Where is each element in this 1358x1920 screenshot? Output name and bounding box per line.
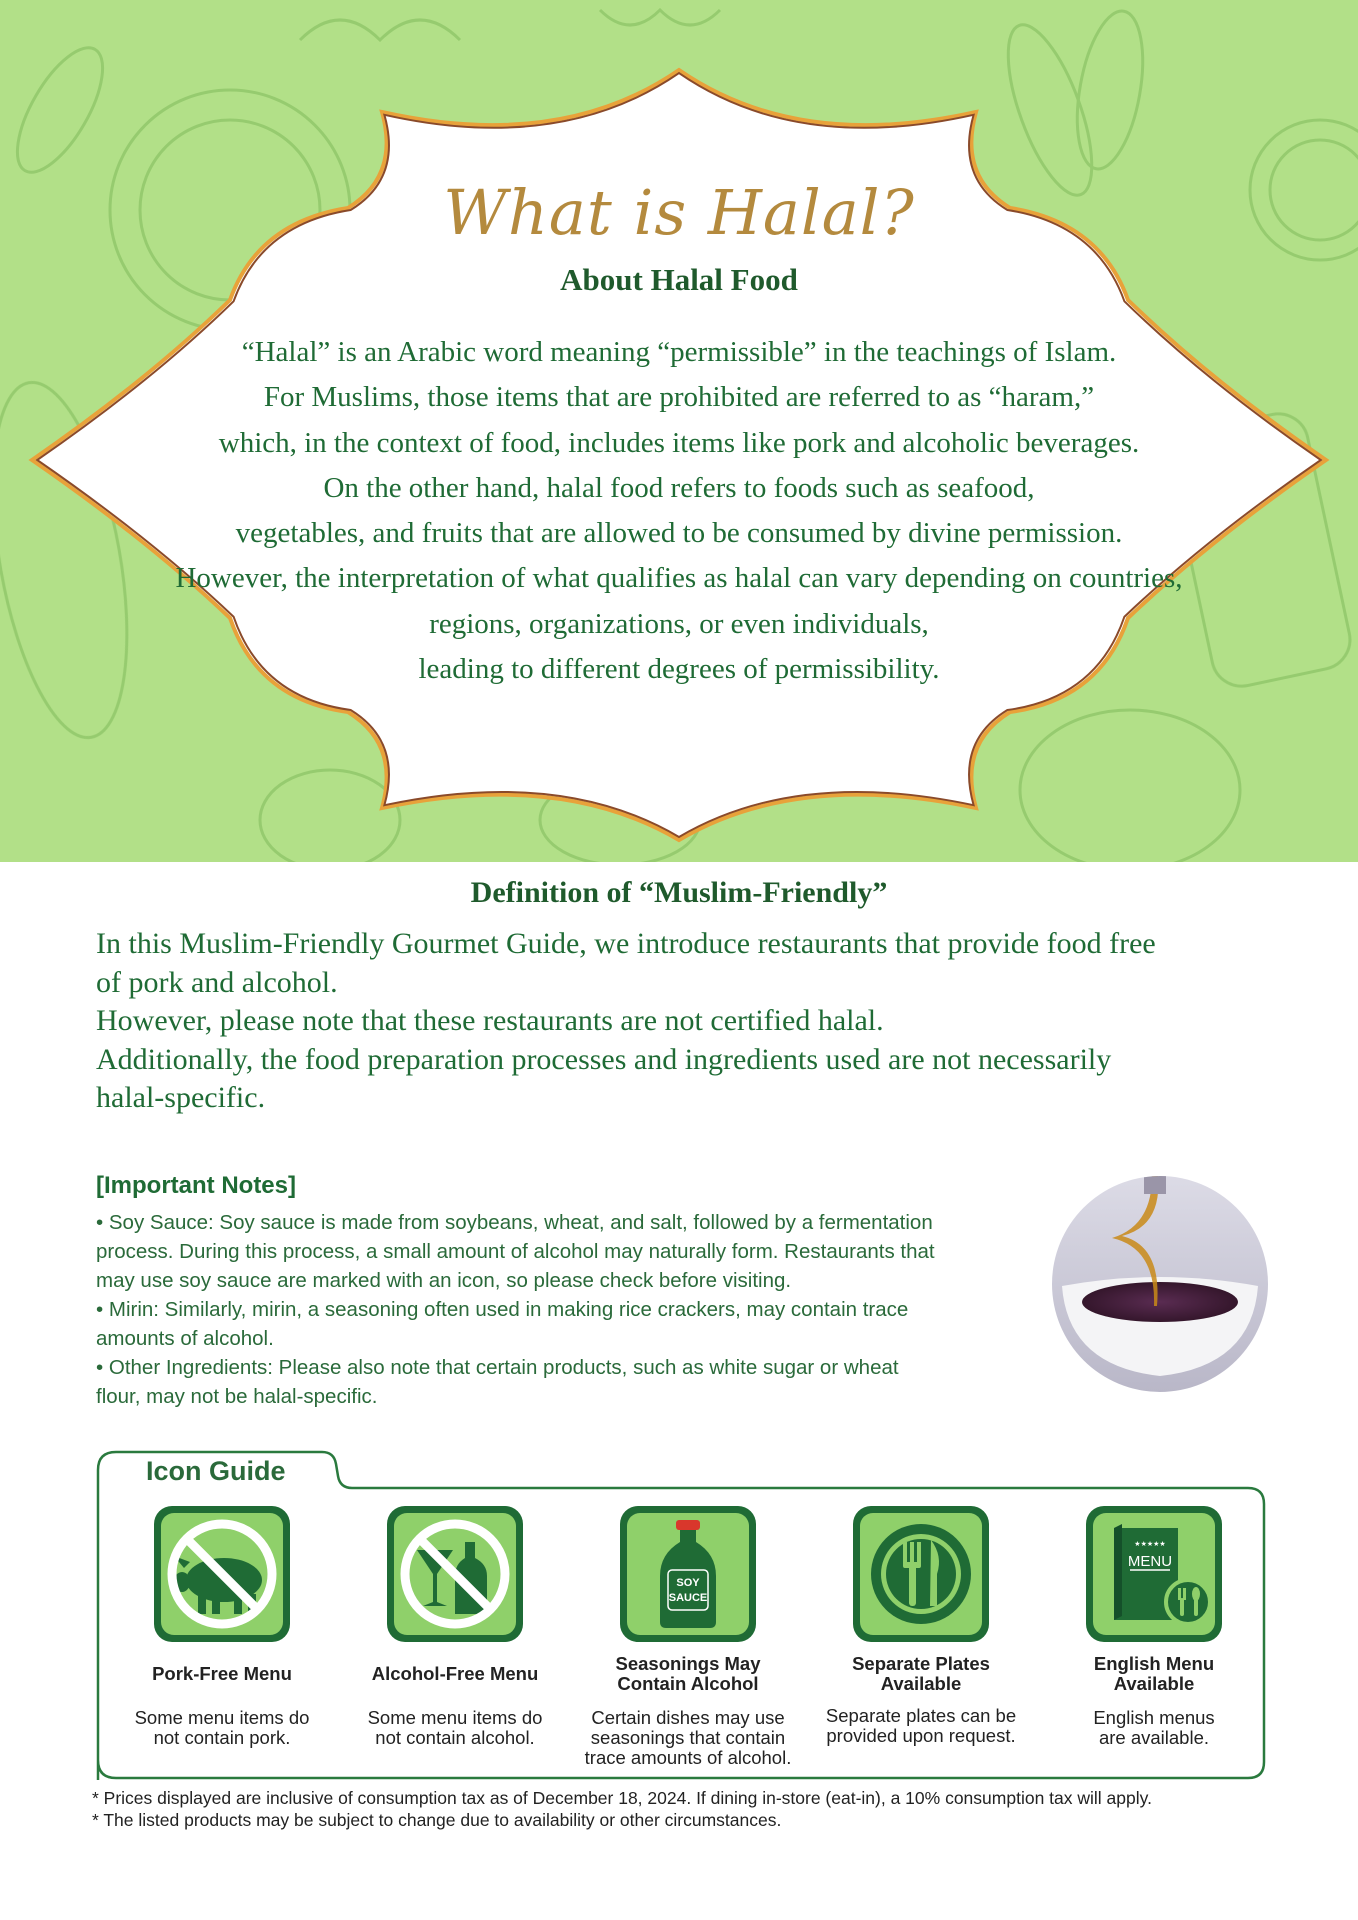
icon-label: Pork-Free Menu bbox=[152, 1663, 292, 1684]
notes-line: flour, may not be halal-specific. bbox=[96, 1385, 378, 1408]
notes-line: • Other Ingredients: Please also note that certain products, such as white sugar or wheat bbox=[96, 1356, 899, 1379]
definition-line: In this Muslim-Friendly Gourmet Guide, we introduce restaurants that provide food free bbox=[96, 927, 1156, 960]
definition-body bbox=[96, 925, 1276, 1118]
notes-title: [Important Notes] bbox=[96, 1172, 296, 1199]
definition-title: Definition of “Muslim-Friendly” bbox=[470, 876, 888, 909]
notes-line: amounts of alcohol. bbox=[96, 1327, 274, 1350]
hero-banner bbox=[0, 0, 1358, 862]
notes-body bbox=[96, 1208, 1056, 1411]
soy-label-text: SOY bbox=[676, 1577, 700, 1589]
icon-label: Separate Plates Available bbox=[852, 1653, 990, 1694]
svg-text:★★★★★: ★★★★★ bbox=[1134, 1540, 1166, 1548]
hero-title: What is Halal? bbox=[443, 176, 915, 249]
icon-label: English Menu Available bbox=[1093, 1653, 1215, 1694]
icon-description: English menus are available. bbox=[1093, 1707, 1215, 1748]
icon-description: Some menu items do not contain pork. bbox=[134, 1707, 310, 1748]
notes-line: process. During this process, a small amount of alcohol may naturally form. Restaurants that bbox=[96, 1240, 935, 1263]
definition-line: However, please note that these restaurants are not certified halal. bbox=[96, 1004, 884, 1037]
notes-line: may use soy sauce are marked with an icon, so please check before visiting. bbox=[96, 1269, 792, 1292]
sauce-label-text: SAUCE bbox=[668, 1592, 708, 1604]
icon-guide-item-separate-plates bbox=[816, 1506, 1026, 1746]
hero-body-line: “Halal” is an Arabic word meaning “permissible” in the teachings of Islam. bbox=[241, 336, 1117, 368]
icon-description: Separate plates can be provided upon request. bbox=[825, 1705, 1017, 1746]
icon-guide-item-english-menu bbox=[1049, 1506, 1259, 1748]
notes-line: • Mirin: Similarly, mirin, a seasoning often used in making rice crackers, may contain trace bbox=[96, 1298, 909, 1321]
icon-guide-item-seasonings bbox=[583, 1506, 793, 1768]
definition-line: halal-specific. bbox=[96, 1081, 266, 1114]
hero-body-line: regions, organizations, or even individuals, bbox=[429, 607, 929, 640]
icon-guide-title: Icon Guide bbox=[146, 1456, 286, 1486]
menu-label-text: MENU bbox=[1127, 1553, 1173, 1570]
icon-guide-item-pork-free bbox=[117, 1506, 327, 1748]
footnote-availability: * The listed products may be subject to change due to availability or other circumstances. bbox=[92, 1810, 782, 1830]
hero-body-line: However, the interpretation of what qualifies as halal can vary depending on countries, bbox=[175, 562, 1183, 595]
separate-plates-icon bbox=[853, 1506, 989, 1642]
icon-description: Certain dishes may use seasonings that contain trace amounts of alcohol. bbox=[584, 1707, 792, 1768]
hero-body-line: On the other hand, halal food refers to foods such as seafood, bbox=[323, 471, 1035, 504]
alcohol-free-icon bbox=[387, 1506, 523, 1642]
notes-line: • Soy Sauce: Soy sauce is made from soybeans, wheat, and salt, followed by a fermentation bbox=[96, 1211, 933, 1234]
icon-label: Seasonings May Contain Alcohol bbox=[615, 1653, 761, 1694]
definition-line: Additionally, the food preparation processes and ingredients used are not necessarily bbox=[96, 1042, 1112, 1076]
hero-subtitle: About Halal Food bbox=[560, 262, 798, 297]
hero-body bbox=[100, 330, 1258, 692]
soy-sauce-photo bbox=[1052, 1176, 1268, 1392]
hero-body-line: vegetables, and fruits that are allowed to be consumed by divine permission. bbox=[235, 517, 1123, 550]
english-menu-icon bbox=[1086, 1506, 1222, 1642]
hero-body-line: which, in the context of food, includes items like pork and alcoholic beverages. bbox=[218, 426, 1140, 459]
icon-label: Alcohol-Free Menu bbox=[371, 1663, 539, 1684]
footnote-tax: * Prices displayed are inclusive of consumption tax as of December 18, 2024. If dining in-store (eat-in), a 10% consumption tax will apply. bbox=[92, 1788, 1152, 1808]
hero-body-line: For Muslims, those items that are prohibited are referred to as “haram,” bbox=[263, 381, 1095, 414]
icon-description: Some menu items do not contain alcohol. bbox=[367, 1707, 543, 1748]
hero-body-line: leading to different degrees of permissibility. bbox=[418, 653, 940, 686]
icon-guide-item-alcohol-free bbox=[350, 1506, 560, 1748]
soy-sauce-icon bbox=[620, 1506, 756, 1642]
pork-free-icon bbox=[154, 1506, 290, 1642]
definition-line: of pork and alcohol. bbox=[96, 965, 338, 999]
